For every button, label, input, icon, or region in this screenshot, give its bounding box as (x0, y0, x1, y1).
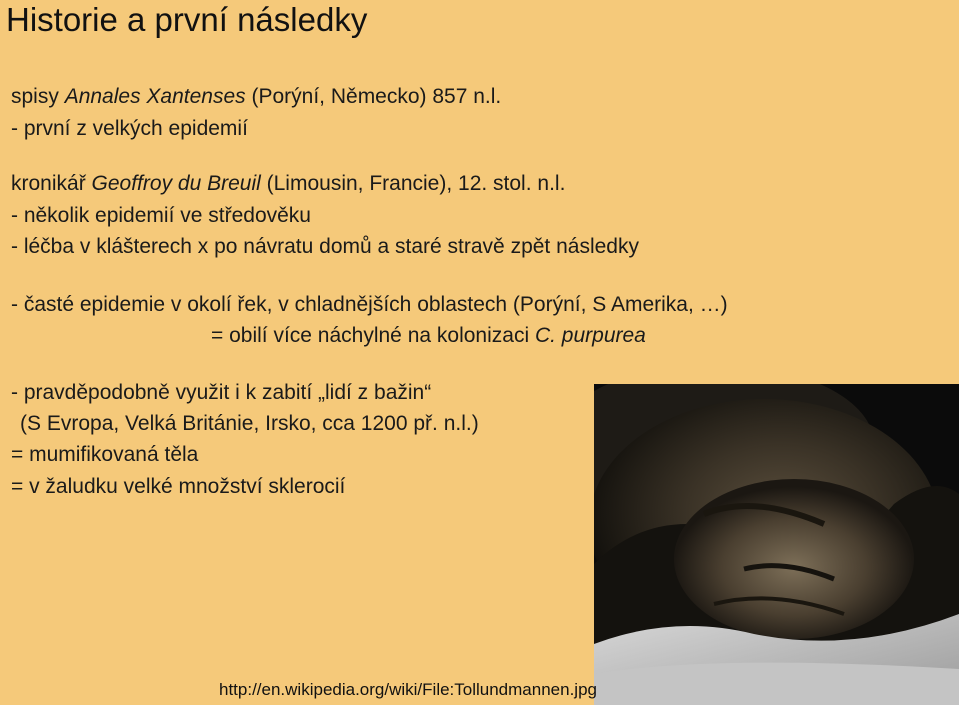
grain-susceptibility-note: = obilí více náchylné na kolonizaci C. purpurea (211, 324, 646, 347)
image-source-caption: http://en.wikipedia.org/wiki/File:Tollundmannen.jpg (219, 680, 597, 699)
source-annales: spisy Annales Xantenses (Porýní, Německo) 857 n.l. (11, 85, 502, 108)
medieval-epidemics-note: - několik epidemií ve středověku (11, 204, 311, 227)
sclerotia-note: = v žaludku velké množství sklerocií (11, 475, 346, 498)
first-epidemic-note: - první z velkých epidemií (11, 117, 248, 140)
treatment-note: - léčba v klášterech x po návratu domů a staré stravě zpět následky (11, 235, 639, 258)
bog-people-region: (S Evropa, Velká Británie, Irsko, cca 1200 př. n.l.) (20, 412, 479, 435)
bog-people-note: - pravděpodobně využit i k zabití „lidí z bažin“ (11, 381, 432, 404)
source-geoffroy: kronikář Geoffroy du Breuil (Limousin, Francie), 12. stol. n.l. (11, 172, 566, 195)
mummified-bodies-note: = mumifikovaná těla (11, 443, 199, 466)
river-epidemics-note: - časté epidemie v okolí řek, v chladnějších oblastech (Porýní, S Amerika, …) (11, 293, 728, 316)
page-title: Historie a první následky (6, 1, 368, 38)
tollund-man-photo (594, 384, 959, 705)
